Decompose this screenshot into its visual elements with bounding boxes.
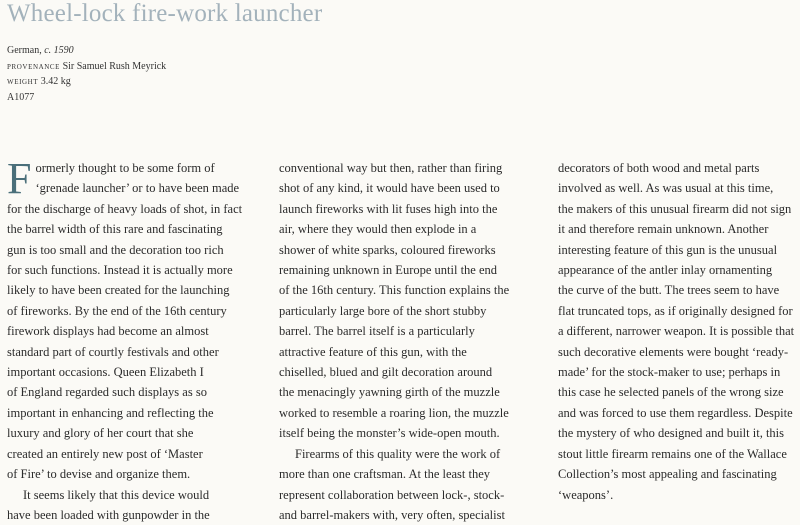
text-line: chiselled, blued and gilt decoration around [279, 365, 493, 380]
text-line: firework displays had become an almost [7, 324, 209, 339]
text-line: the menacingly yawning girth of the muzzle [279, 385, 500, 400]
text-line: particularly large bore of the short stubby [279, 303, 487, 318]
text-line: this case he selected panels of the wrong size [558, 385, 784, 400]
text-line: decorators of both wood and metal parts [558, 161, 760, 175]
page-title: Wheel-lock fire-work launcher [7, 0, 323, 27]
drop-cap: F [7, 154, 32, 203]
text-line: conventional way but then, rather than firing [279, 161, 503, 175]
weight-label: weight [7, 76, 39, 87]
text-line: for the discharge of heavy loads of shot, in fact [7, 201, 243, 216]
origin-line [7, 43, 166, 59]
provenance-label: provenance [7, 60, 61, 72]
catalogue-number: A1077 [7, 91, 35, 103]
text-line: a different, narrower weapon. It is possible that [558, 324, 795, 339]
text-line: the makers of this unusual firearm did not sign [558, 201, 792, 216]
text-line: and barrel-makers with, very often, specialist [279, 507, 505, 522]
text-line: remaining unknown in Europe until the end [279, 263, 498, 278]
provenance-line [7, 59, 166, 75]
text-line: shower of white sparks, coloured fireworks [279, 242, 496, 257]
text-line: air, where they would then explode in a [279, 222, 477, 237]
text-line: of Fire’ to devise and organize them. [7, 467, 191, 482]
origin-date: c. 1590 [44, 45, 74, 56]
text-line: ormerly thought to be some form of [35, 161, 215, 175]
body-column-1 [7, 154, 257, 525]
origin: German, [7, 45, 45, 56]
weight-line [7, 74, 166, 90]
text-line: barrel. The barrel itself is a particularly [279, 324, 475, 339]
body-column-2 [279, 158, 529, 525]
text-line: launch fireworks with lit fuses high into the [279, 201, 498, 216]
text-line: flat truncated tops, as if originally designed for [558, 303, 793, 318]
body-column-3 [558, 158, 800, 505]
text-line: made’ for the stock-maker to use; perhaps in [558, 365, 781, 380]
text-line: attractive feature of this gun, with the [279, 344, 467, 359]
text-line: Collection’s most appealing and fascinating [558, 467, 777, 482]
text-line: interesting feature of this gun is the unusual [558, 242, 778, 257]
text-line: the mystery of who designed and built it, this [558, 426, 785, 441]
text-line: worked to resemble a roaring lion, the muzzle [279, 405, 509, 420]
text-line: more than one craftsman. At the least they [279, 467, 491, 482]
text-line: important occasions. Queen Elizabeth I [7, 365, 204, 380]
text-line: likely to have been created for the launching [7, 283, 230, 298]
object-metadata [7, 43, 166, 105]
text-line: the curve of the butt. The trees seem to have [558, 283, 780, 298]
text-line: ‘weapons’. [558, 487, 614, 502]
weight-value: 3.42 kg [40, 76, 71, 87]
text-line: created an entirely new post of ‘Master [7, 446, 203, 461]
provenance-value: Sir Samuel Rush Meyrick [62, 60, 167, 72]
text-line: such decorative elements were bought ‘ready- [558, 344, 789, 359]
text-line: Firearms of this quality were the work of [295, 446, 501, 461]
text-line: involved as well. As was usual at this time, [558, 181, 774, 196]
text-line: standard part of courtly festivals and other [7, 344, 219, 359]
text-line: of the 16th century. This function explains the [279, 283, 510, 298]
text-line: important in enhancing and reflecting the [7, 405, 214, 420]
text-line: the barrel width of this rare and fascinating [7, 222, 223, 237]
text-line: stout little firearm remains one of the Wallace [558, 446, 787, 461]
text-line: of fireworks. By the end of the 16th century [7, 303, 227, 318]
text-line: It seems likely that this device would [23, 487, 210, 502]
text-line: gun is too small and the decoration too rich [7, 242, 224, 257]
text-line: have been loaded with gunpowder in the [7, 507, 210, 522]
text-line: luxury and glory of her court that she [7, 426, 194, 441]
text-line: it and therefore remain unknown. Another [558, 222, 769, 237]
text-line: ‘grenade launcher’ or to have been made [35, 181, 240, 196]
text-line: itself being the monster’s wide-open mouth. [279, 426, 500, 441]
text-line: and was forced to use them regardless. Despite [558, 405, 793, 420]
text-line: appearance of the antler inlay ornamenting [558, 263, 773, 278]
text-line: for such functions. Instead it is actually more [7, 263, 233, 278]
text-line: represent collaboration between lock-, stock- [279, 487, 505, 502]
text-line: of England regarded such displays as so [7, 385, 207, 400]
text-line: shot of any kind, it would have been used to [279, 181, 500, 196]
